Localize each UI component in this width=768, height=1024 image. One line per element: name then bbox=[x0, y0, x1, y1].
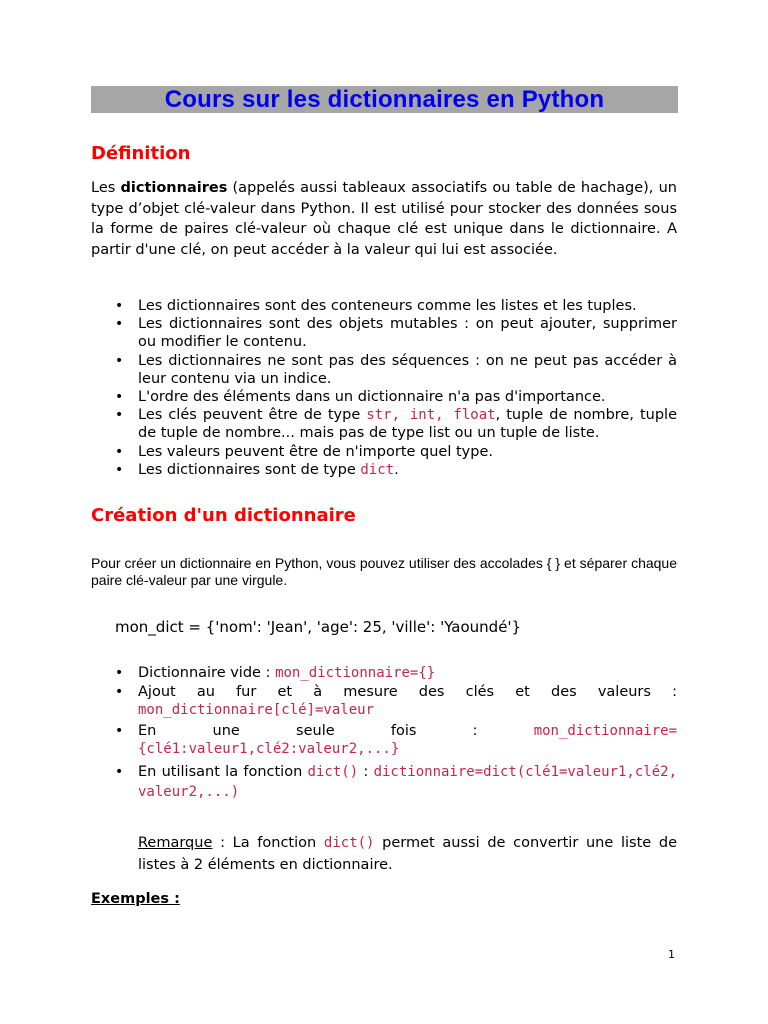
list-item bbox=[91, 388, 677, 406]
section-heading-definition: Définition bbox=[91, 143, 191, 164]
list-item-text: Dictionnaire vide : bbox=[138, 665, 276, 681]
remark-text: : La fonction bbox=[212, 835, 324, 851]
list-item bbox=[91, 722, 677, 759]
bullet-icon: • bbox=[115, 722, 124, 739]
remark-paragraph bbox=[138, 833, 677, 876]
page-number: 1 bbox=[668, 948, 675, 961]
example-code-line: mon_dict = {'nom': 'Jean', 'age': 25, 'ville': 'Yaoundé'} bbox=[115, 618, 522, 636]
section-heading-creation: Création d'un dictionnaire bbox=[91, 505, 356, 526]
definition-list bbox=[91, 297, 677, 479]
bullet-icon: • bbox=[115, 763, 124, 780]
inline-code: dict bbox=[360, 461, 395, 478]
list-item-text: Les dictionnaires sont des objets mutables : on peut ajouter, supprimer ou modifier le contenu. bbox=[138, 316, 677, 351]
intro-post: (appelés aussi tableaux associatifs ou table de hachage), un type d’objet clé-valeur dans Python. Il est utilisé pour stocker des données sous la forme de paires clé-valeur où chaque clé est unique dans le dictionnaire. A partir d'une clé, on peut accéder à la valeur qui lui est associée. bbox=[91, 180, 677, 258]
list-item-text: L'ordre des éléments dans un dictionnaire n'a pas d'importance. bbox=[138, 389, 606, 406]
creation-paragraph: Pour créer un dictionnaire en Python, vous pouvez utiliser des accolades { } et séparer chaque paire clé-valeur par une virgule. bbox=[91, 555, 677, 588]
inline-code: mon_dictionnaire={clé1:valeur1,clé2:valeur2,...} bbox=[138, 722, 677, 757]
list-item-text: En utilisant la fonction bbox=[138, 763, 308, 780]
bullet-icon: • bbox=[115, 407, 124, 424]
list-item bbox=[91, 297, 677, 315]
list-item bbox=[91, 664, 677, 683]
remark-label: Remarque bbox=[138, 835, 213, 851]
bullet-icon: • bbox=[115, 683, 124, 700]
bullet-icon: • bbox=[115, 316, 124, 333]
bullet-icon: • bbox=[115, 298, 124, 314]
inline-code: dictionnaire=dict(clé1=valeur1,clé2,valeur2,...) bbox=[138, 763, 677, 800]
list-item-text: En une seule fois : bbox=[138, 722, 534, 739]
intro-bold: dictionnaires bbox=[120, 180, 228, 196]
creation-list bbox=[91, 664, 677, 802]
list-item-text: Les valeurs peuvent être de n'importe quel type. bbox=[138, 443, 493, 460]
list-item-text: , tuple de nombre, tuple de tuple de nombre... mais pas de type list ou un tuple de liste. bbox=[138, 407, 678, 442]
list-item bbox=[91, 315, 677, 351]
bullet-icon: • bbox=[115, 443, 124, 460]
list-item bbox=[91, 683, 677, 720]
list-item bbox=[91, 762, 677, 802]
inline-code: dict() bbox=[323, 835, 375, 851]
definition-paragraph bbox=[91, 178, 677, 260]
intro-pre: Les bbox=[91, 180, 121, 196]
list-item-text: Les dictionnaires ne sont pas des séquences : on ne peut pas accéder à leur contenu via un indice. bbox=[138, 352, 677, 387]
list-item bbox=[91, 461, 677, 479]
list-item-text: Ajout au fur et à mesure des clés et des valeurs : bbox=[138, 683, 677, 700]
list-item bbox=[91, 352, 677, 388]
list-item-text: Les clés peuvent être de type bbox=[138, 407, 367, 424]
list-item bbox=[91, 443, 677, 461]
bullet-icon: • bbox=[115, 461, 124, 478]
inline-code: mon_dictionnaire={} bbox=[275, 665, 436, 681]
list-item-text: Les dictionnaires sont de type bbox=[138, 461, 361, 478]
bullet-icon: • bbox=[115, 665, 124, 681]
list-item-text: . bbox=[394, 461, 399, 478]
list-item-text: Les dictionnaires sont des conteneurs comme les listes et les tuples. bbox=[138, 298, 637, 314]
page-title: Cours sur les dictionnaires en Python bbox=[164, 86, 605, 113]
examples-heading: Exemples : bbox=[91, 891, 180, 907]
inline-code: str, int, float bbox=[366, 407, 496, 424]
list-item bbox=[91, 406, 677, 442]
bullet-icon: • bbox=[115, 352, 124, 369]
list-item-text: : bbox=[358, 763, 374, 780]
bullet-icon: • bbox=[115, 389, 124, 406]
remark-text: permet aussi de convertir une liste de listes à 2 éléments en dictionnaire. bbox=[138, 835, 678, 873]
inline-code: mon_dictionnaire[clé]=valeur bbox=[138, 702, 375, 718]
title-bar bbox=[91, 86, 678, 113]
inline-code: dict() bbox=[307, 763, 359, 780]
